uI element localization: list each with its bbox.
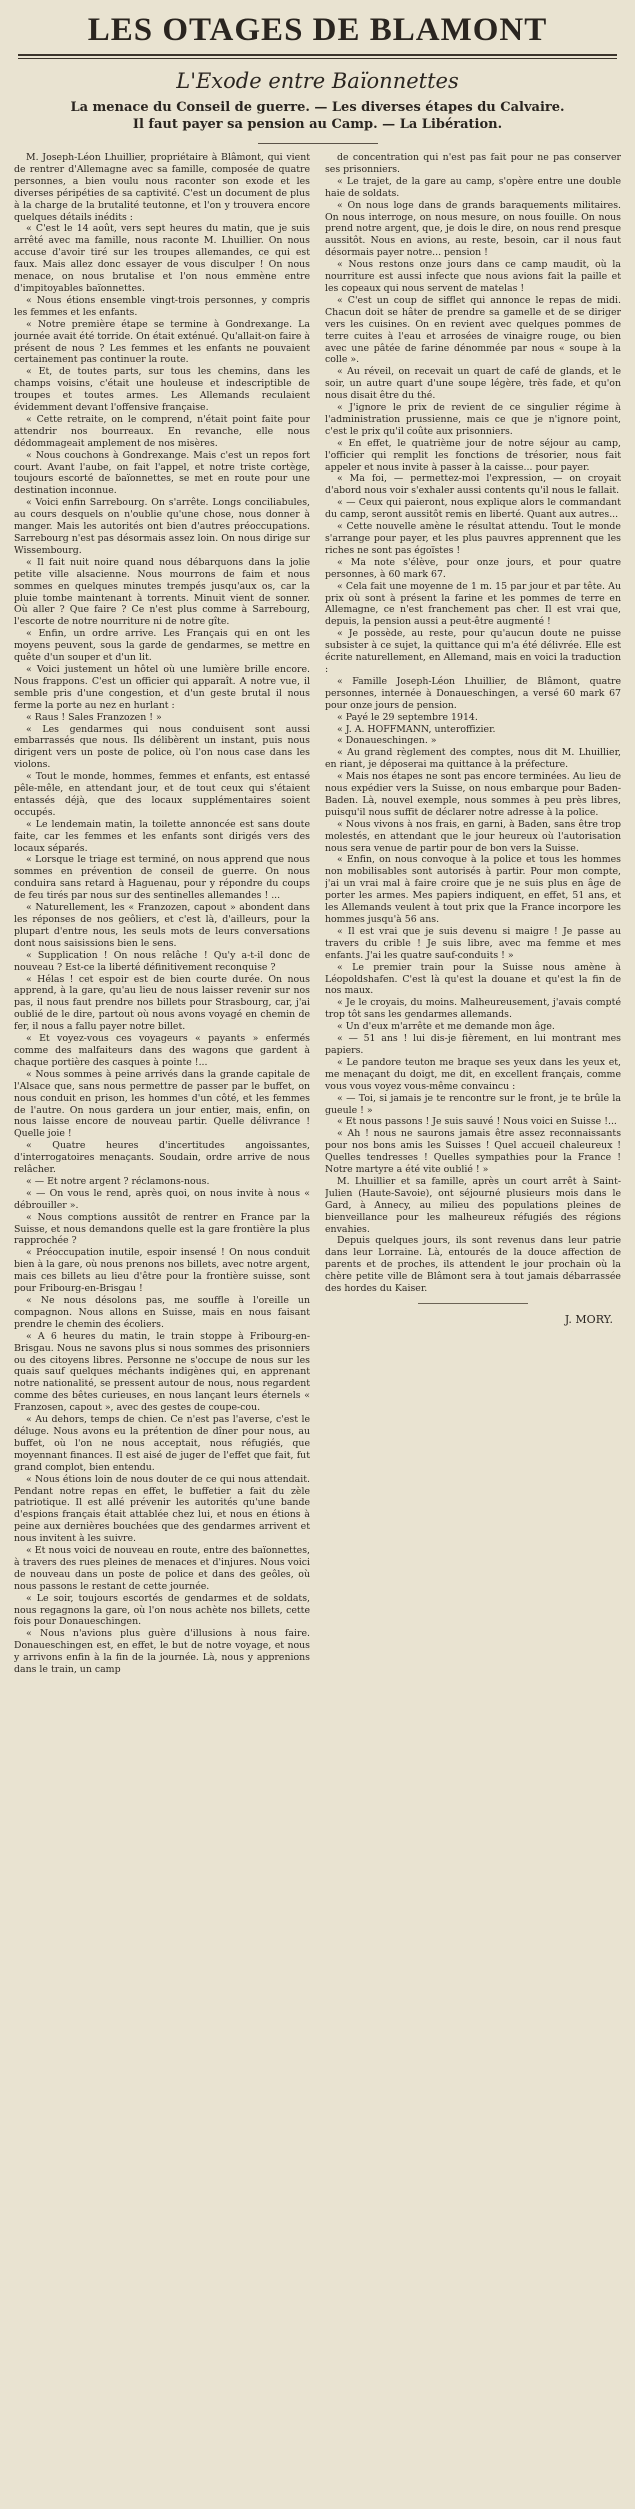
article-paragraph: « — Ceux qui paieront, nous explique alors le commandant du camp, seront aussitôt remis en liberté. Quant aux autres... bbox=[325, 497, 621, 521]
summary-line-2: Il faut payer sa pension au Camp. — La Libération. bbox=[132, 117, 503, 132]
article-paragraph: « Préoccupation inutile, espoir insensé ! On nous conduit bien à la gare, où nous prenons nos billets, avec notre argent, mais ces billets au lieu d'être pour la frontière suisse, sont pour Fribourg-en-Brisgau ! bbox=[14, 1247, 310, 1295]
article-paragraph: « Nous étions loin de nous douter de ce qui nous attendait. Pendant notre repas en effet, le buffetier a fait du zèle patriotique. Il est allé prévenir les autorités qu'une bande d'espions français était attablée chez lui, et nous en étions à peine aux dernières bouchées que des gendarmes arrivent et nous invitent à les suivre. bbox=[14, 1473, 310, 1545]
article-paragraph: « C'est un coup de sifflet qui annonce le repas de midi. Chacun doit se hâter de prendre sa gamelle et de se diriger vers les cuisines. On en revient avec quelques pommes de terre cuites à l'eau et arrosées de vinaigre rouge, ou bien avec une pâtée de farine dénommée par nous « soupe à la colle ». bbox=[325, 294, 621, 366]
article-paragraph: « Le pandore teuton me braque ses yeux dans les yeux et, me menaçant du doigt, me dit, en excellent français, comme vous vous voyez vous-même convaincu : bbox=[325, 1056, 621, 1092]
left-column bbox=[14, 152, 310, 2492]
article-paragraph: « Nous sommes à peine arrivés dans la grande capitale de l'Alsace que, sans nous permettre de passer par le buffet, on nous conduit en prison, les hommes d'un côté, et les femmes de l'autre. On nous gardera un jour entier, mais, enfin, on nous laisse encore de nouveau partir. Quelle délivrance ! Quelle joie ! bbox=[14, 1068, 310, 1140]
article-paragraph: « Nous couchons à Gondrexange. Mais c'est un repos fort court. Avant l'aube, on fait l'appel, et notre triste cortège, toujours escorté de baïonnettes, se met en route pour une destination inconnue. bbox=[14, 449, 310, 497]
headline-rule-thin bbox=[18, 58, 617, 59]
article-paragraph: « Je le croyais, du moins. Malheureusement, j'avais compté trop tôt sans les gendarmes allemands. bbox=[325, 997, 621, 1021]
article-paragraph: « Cette nouvelle amène le résultat attendu. Tout le monde s'arrange pour payer, et les plus pauvres apprennent que les riches ne sont pas égoïstes ! bbox=[325, 521, 621, 556]
article-paragraph: « Quatre heures d'incertitudes angoissantes, d'interrogatoires menaçants. Soudain, ordre arrive de nous relâcher. bbox=[14, 1140, 310, 1176]
article-paragraph: « Raus ! Sales Franzozen ! » bbox=[26, 711, 162, 723]
article-paragraph: « Ah ! nous ne saurons jamais être assez reconnaissants pour nos bons amis les Suisses ! Quel accueil chaleureux ! Quelles tendresses ! Quelles sympathies pour la France ! Notre martyre a été vite oublié ! » bbox=[325, 1128, 621, 1176]
article-paragraph: « A 6 heures du matin, le train stoppe à Fribourg-en-Brisgau. Nous ne savons plus si nous sommes des prisonniers ou des citoyens libres. Personne ne s'occupe de nous sur les quais sauf quelques méchants indigènes qui, en apprenant notre nationalité, se pressent autour de nous, nous regardent comme des bêtes curieuses, en nous lançant leurs éternels « Franzosen, capout », avec des gestes de coupe-cou. bbox=[14, 1330, 310, 1414]
article-paragraph: « J. A. HOFFMANN, unteroffizier. bbox=[337, 723, 496, 735]
article-paragraph: « Ne nous désolons pas, me souffle à l'oreille un compagnon. Nous allons en Suisse, mais en nous faisant prendre le chemin des écoliers. bbox=[14, 1295, 310, 1330]
article-paragraph: « Donaueschingen. » bbox=[337, 735, 437, 747]
article-paragraph: « Lorsque le triage est terminé, on nous apprend que nous sommes en prévention de conseil de guerre. On nous conduira sans retard à Haguenau, pour y répondre du coups de feu tirés par nous sur des sentinelles allemandes ! ... bbox=[14, 854, 310, 902]
article-paragraph: « Il fait nuit noire quand nous débarquons dans la jolie petite ville alsacienne. Nous mourrons de faim et nous sommes en quelques minutes trempés jusqu'aux os, car la pluie tombe maintenant à torrents. Minuit vient de sonner. Où aller ? Que faire ? Ce n'est plus comme à Sarrebourg, l'escorte de notre nourriture ni de notre gîte. bbox=[14, 556, 310, 628]
article-subtitle: L'Exode entre Baïonnettes bbox=[176, 69, 459, 93]
article-paragraph: « Voici enfin Sarrebourg. On s'arrête. Longs conciliabules, au cours desquels on n'oublie qu'une chose, nous donner à manger. Mais les autorités ont bien d'autres préoccupations. Sarrebourg n'est pas désormais assez loin. On nous dirige sur Wissembourg. bbox=[14, 497, 310, 556]
article-paragraph: « C'est le 14 août, vers sept heures du matin, que je suis arrêté avec ma famille, nous raconte M. Lhuillier. On nous accuse d'avoir tiré sur les troupes allemandes, ce qui est faux. Mais allez donc essayer de vous disculper ! On nous menace, on nous brutalise et l'on nous emmène entre d'impitoyables baïonnettes. bbox=[14, 223, 310, 294]
article-headline: LES OTAGES DE BLAMONT bbox=[87, 12, 548, 48]
article-paragraph: « Mais nos étapes ne sont pas encore terminées. Au lieu de nous expédier vers la Suisse, on nous embarque pour Baden-Baden. Là, nouvel exemple, nous sommes à peu près libres, puisqu'il nous suffit de déclarer notre adresse à la police. bbox=[325, 771, 621, 818]
article-paragraph: « Ma note s'élève, pour onze jours, et pour quatre personnes, à 60 mark 67. bbox=[325, 556, 621, 580]
article-paragraph: « En effet, le quatrième jour de notre séjour au camp, l'officier qui remplit les fonctions de trésorier, nous fait appeler et nous invite à passer à la caisse... pour payer. bbox=[325, 437, 621, 473]
article-paragraph: « Nous vivons à nos frais, en garni, à Baden, sans être trop molestés, en attendant que le jour heureux où l'autorisation nous sera venue de partir pour de bon vers la Suisse. bbox=[325, 818, 621, 854]
article-paragraph: « Au dehors, temps de chien. Ce n'est pas l'averse, c'est le déluge. Nous avons eu la prétention de dîner pour nous, au buffet, où l'on ne nous acceptait, nous réfugiés, que moyennant finances. Il est aisé de juger de l'effet que fait, fut grand complot, bien entendu. bbox=[14, 1414, 310, 1473]
headline-rule bbox=[18, 54, 617, 56]
article-paragraph: « Et, de toutes parts, sur tous les chemins, dans les champs voisins, c'était une houleuse et indescriptible de troupes et toutes armes. Les Allemands reculaient évidemment devant l'offensive française. bbox=[14, 366, 310, 414]
article-paragraph: « — On vous le rend, après quoi, on nous invite à nous « débrouiller ». bbox=[14, 1187, 310, 1211]
article-paragraph: « J'ignore le prix de revient de ce singulier régime à l'administration prussienne, mais ce que je n'ignore point, c'est le prix qu'il coûte aux prisonniers. bbox=[325, 402, 621, 437]
article-paragraph: « Le soir, toujours escortés de gendarmes et de soldats, nous regagnons la gare, où l'on nous achète nos billets, cette fois pour Donaueschingen. bbox=[14, 1592, 310, 1628]
article-paragraph: « On nous loge dans de grands baraquements militaires. On nous interroge, on nous mesure, on nous fouille. On nous prend notre argent, que, je dois le dire, on nous rend presque aussitôt. Nous en avions, au reste, besoin, car il nous faut désormais payer notre... pension ! bbox=[325, 199, 621, 259]
summary-divider bbox=[258, 143, 378, 144]
article-paragraph: « Et nous voici de nouveau en route, entre des baïonnettes, à travers des rues pleines de menaces et d'injures. Nous voici de nouveau dans un poste de police et dans des geôles, où nous passons le restant de cette journée. bbox=[14, 1545, 310, 1592]
article-paragraph: « Naturellement, les « Franzozen, capout » abondent dans les réponses de nos geôliers, et c'est là, d'ailleurs, pour la plupart d'entre nous, les seuls mots de leurs conversations dont nous saisissions bien le sens. bbox=[14, 902, 310, 949]
article-paragraph: « Nous comptions aussitôt de rentrer en France par la Suisse, et nous demandons quelle est la gare frontière la plus rapprochée ? bbox=[14, 1211, 310, 1247]
article-paragraph: « Tout le monde, hommes, femmes et enfants, est entassé pêle-mêle, en attendant jour, et de tout ceux qui s'étaient entassés déjà, que des locaux supplémentaires soient occupés. bbox=[14, 771, 310, 818]
article-paragraph: « — Et notre argent ? réclamons-nous. bbox=[26, 1175, 210, 1187]
article-paragraph: « Cette retraite, on le comprend, n'était point faite pour attendrir nos bourreaux. En revanche, elle nous dédommageait amplement de nos misères. bbox=[14, 413, 310, 449]
right-column bbox=[325, 152, 621, 2492]
article-paragraph: « Ma foi, — permettez-moi l'expression, — on croyait d'abord nous voir s'exhaler aussi contents qu'il nous le fallait. bbox=[325, 473, 621, 497]
article-paragraph: « Et voyez-vous ces voyageurs « payants » enfermés comme des malfaiteurs dans des wagons que gardent à chaque portière des casques à pointe !... bbox=[14, 1033, 310, 1068]
article-paragraph: « Il est vrai que je suis devenu si maigre ! Je passe au travers du crible ! Je suis libre, avec ma femme et mes enfants. J'ai les quatre sauf-conduits ! » bbox=[325, 925, 621, 961]
author-signature: J. MORY. bbox=[564, 1313, 613, 1326]
article-paragraph: « Les gendarmes qui nous conduisent sont aussi embarrassés que nous. Ils délibèrent un instant, puis nous dirigent vers un poste de police, où l'on nous case dans les violons. bbox=[14, 723, 310, 771]
article-paragraph: « Enfin, on nous convoque à la police et tous les hommes non mobilisables sont autorisés à partir. Pour mon compte, j'ai un vrai mal à faire croire que je ne suis plus en âge de porter les armes. Mes papiers indiquent, en effet, 51 ans, et les Allemands veulent à tout prix que la France incorpore les hommes jusqu'à 56 ans. bbox=[325, 854, 621, 925]
article-paragraph: Depuis quelques jours, ils sont revenus dans leur patrie dans leur Lorraine. Là, entourés de la douce affection de parents et de proches, ils attendent le jour prochain où la chère petite ville de Blâmont sera à tout jamais débarrassée des hordes du Kaiser. bbox=[325, 1235, 621, 1295]
article-paragraph: « Le lendemain matin, la toilette annoncée est sans doute faite, car les femmes et les enfants sont dirigés vers des locaux séparés. bbox=[14, 818, 310, 854]
article-paragraph: « Payé le 29 septembre 1914. bbox=[337, 711, 478, 723]
article-paragraph: « Un d'eux m'arrête et me demande mon âge. bbox=[337, 1021, 555, 1033]
article-paragraph: « — 51 ans ! lui dis-je fièrement, en lui montrant mes papiers. bbox=[325, 1033, 621, 1056]
article-paragraph: « Nous n'avions plus guère d'illusions à nous faire. Donaueschingen est, en effet, le but de notre voyage, et nous y arrivons enfin à la fin de la journée. Là, nous y apprenions dans le train, un camp bbox=[14, 1628, 310, 1676]
article-paragraph: « Le premier train pour la Suisse nous amène à Léopoldshafen. C'est là qu'est la douane et qu'est la fin de nos maux. bbox=[325, 961, 621, 997]
article-paragraph: « Nous restons onze jours dans ce camp maudit, où la nourriture est aussi infecte que nous avions fait la paille et les copeaux qui nous servent de matelas ! bbox=[325, 259, 621, 294]
article-paragraph: M. Joseph-Léon Lhuillier, propriétaire à Blâmont, qui vient de rentrer d'Allemagne avec sa famille, composée de quatre personnes, a bien voulu nous raconter son exode et les diverses péripéties de sa captivité. C'est un document de plus à la charge de la brutalité teutonne, et l'on y trouvera encore quelques détails inédits : bbox=[14, 152, 310, 223]
article-paragraph: de concentration qui n'est pas fait pour ne pas conserver ses prisonniers. bbox=[325, 152, 621, 175]
article-paragraph: « Et nous passons ! Je suis sauvé ! Nous voici en Suisse !... bbox=[337, 1116, 617, 1128]
article-paragraph: « Famille Joseph-Léon Lhuillier, de Blâmont, quatre personnes, internée à Donaueschingen, a versé 60 mark 67 pour onze jours de pension. bbox=[325, 675, 621, 711]
article-paragraph: « Hélas ! cet espoir est de bien courte durée. On nous apprend, à la gare, qu'au lieu de nous laisser revenir sur nos pas, il nous faut prendre nos billets pour Strasbourg, car, j'ai oublié de le dire, partout où nous avons voyagé en chemin de fer, il nous a fallu payer notre billet. bbox=[14, 973, 310, 1033]
article-paragraph: « Enfin, un ordre arrive. Les Français qui en ont les moyens peuvent, sous la garde de gendarmes, se mettre en quête d'un souper et d'un lit. bbox=[14, 628, 310, 664]
article-paragraph: « Le trajet, de la gare au camp, s'opère entre une double haie de soldats. bbox=[325, 175, 621, 199]
article-paragraph: « Notre première étape se termine à Gondrexange. La journée avait été torride. On était exténué. Qu'allait-on faire à présent de nous ? Les femmes et les enfants ne pouvaient certainement pas continuer la route. bbox=[14, 318, 310, 366]
article-paragraph: « Cela fait une moyenne de 1 m. 15 par jour et par tête. Au prix où sont à présent la farine et les pommes de terre en Allemagne, ce n'est franchement pas cher. Il est vrai que, depuis, la pension aussi a peut-être augmenté ! bbox=[325, 580, 621, 628]
article-paragraph: « Nous étions ensemble vingt-trois personnes, y compris les femmes et les enfants. bbox=[14, 294, 310, 318]
signature-divider bbox=[418, 1303, 528, 1304]
article-summary bbox=[30, 99, 605, 133]
article-paragraph: « Supplication ! On nous relâche ! Qu'y a-t-il donc de nouveau ? Est-ce la liberté définitivement reconquise ? bbox=[14, 949, 310, 973]
article-paragraph: « Voici justement un hôtel où une lumière brille encore. Nous frappons. C'est un officier qui apparaît. A notre vue, il semble pris d'une congestion, et d'un geste brutal il nous ferme la porte au nez en hurlant : bbox=[14, 663, 310, 711]
article-paragraph: « Je possède, au reste, pour qu'aucun doute ne puisse subsister à ce sujet, la quittance qui m'a été délivrée. Elle est écrite naturellement, en Allemand, mais en voici la traduction : bbox=[325, 628, 621, 675]
article-body bbox=[10, 152, 625, 2492]
article-paragraph: M. Lhuillier et sa famille, après un court arrêt à Saint-Julien (Haute-Savoie), ont séjourné plusieurs mois dans le Gard, à Annecy, au milieu des populations pleines de bienveillance pour les malheureux réfugiés des régions envahies. bbox=[325, 1175, 621, 1235]
article-paragraph: « Au réveil, on recevait un quart de café de glands, et le soir, un autre quart d'une soupe légère, très fade, et qu'on nous disait être du thé. bbox=[325, 366, 621, 402]
article-paragraph: « — Toi, si jamais je te rencontre sur le front, je te brûle la gueule ! » bbox=[325, 1092, 621, 1116]
article-paragraph: « Au grand règlement des comptes, nous dit M. Lhuillier, en riant, je déposerai ma quittance à la préfecture. bbox=[325, 747, 621, 771]
summary-line-1: La menace du Conseil de guerre. — Les diverses étapes du Calvaire. bbox=[70, 100, 565, 115]
